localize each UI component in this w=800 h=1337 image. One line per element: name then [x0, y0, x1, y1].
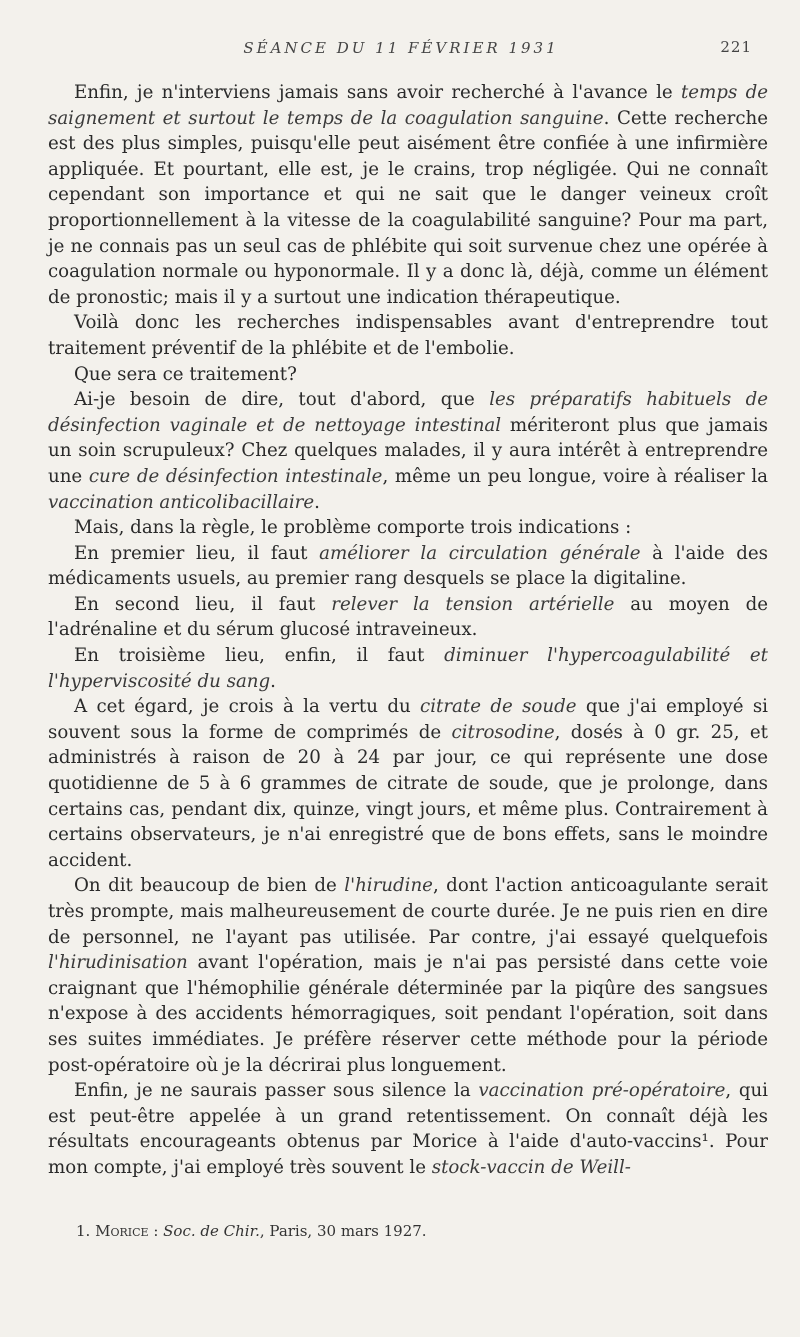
paragraph-p7 [48, 592, 768, 643]
text-run: Mais, dans la règle, le problème comporte trois indications : [74, 517, 632, 539]
text-run: En premier lieu, il faut [74, 542, 320, 564]
italic-phrase: temps de saignement et surtout le temps de la coagulation sanguine [48, 82, 769, 129]
text-run: Que sera ce traitement? [74, 363, 297, 385]
paragraph-p8 [48, 643, 768, 694]
text-run: , qui est peut-être appelée à un grand retentissement. On connaît déjà les résultats encourageants obtenus par Morice à l'aide d'auto-vaccins¹. Pour mon compte, j'ai employé très souvent le [48, 1080, 768, 1178]
footnote-sep: : [148, 1222, 164, 1240]
italic-phrase: les préparatifs habituels de désinfection vaginale et de nettoyage intestinal [48, 389, 768, 436]
footnote [76, 1222, 427, 1240]
text-run: . [270, 670, 276, 692]
text-run: En troisième lieu, enfin, il faut [74, 645, 445, 667]
text-run: que j'ai employé si souvent sous la forme de comprimés de [48, 696, 768, 743]
footnote-number: 1. [76, 1222, 91, 1240]
text-run: Ai-je besoin de dire, tout d'abord, que [74, 389, 490, 411]
body-text [48, 80, 768, 1181]
text-run: mériteront plus que jamais un soin scrupuleux? Chez quelques malades, il y aura intérêt à entreprendre une [48, 414, 768, 487]
paragraph-p11 [48, 1078, 768, 1180]
paragraph-p9 [48, 694, 768, 873]
header-title: SÉANCE DU 11 FÉVRIER 1931 [243, 39, 559, 57]
text-run: On dit beaucoup de bien de [74, 875, 345, 897]
paragraph-p1 [48, 80, 768, 310]
paragraph-p6 [48, 541, 768, 592]
italic-phrase: citrosodine [451, 721, 555, 743]
italic-phrase: l'hirudinisation [48, 952, 188, 974]
italic-phrase: vaccination pré-opératoire [478, 1080, 726, 1102]
paragraph-p5 [48, 515, 768, 541]
italic-phrase: relever la tension artérielle [331, 593, 615, 615]
footnote-rest: , Paris, 30 mars 1927. [259, 1222, 427, 1240]
italic-phrase: diminuer l'hypercoagulabilité et l'hyperviscosité du sang [48, 645, 768, 692]
italic-phrase: améliorer la circulation générale [319, 542, 641, 564]
italic-phrase: citrate de soude [420, 696, 577, 718]
page-number: 221 [720, 38, 752, 56]
text-run: En second lieu, il faut [74, 593, 332, 615]
text-run: Enfin, je n'interviens jamais sans avoir recherché à l'avance le [74, 82, 681, 103]
italic-phrase: stock-vaccin de Weill- [431, 1156, 631, 1178]
footnote-journal: Soc. de Chir. [163, 1222, 260, 1240]
italic-phrase: vaccination anticolibacillaire [48, 491, 315, 513]
paragraph-p4 [48, 387, 768, 515]
paragraph-p10 [48, 873, 768, 1078]
text-run: , dont l'action anticoagulante serait très prompte, mais malheureusement de courte durée. Je ne puis rien en dire de personnel, ne l'ayant pas utilisée. Par contre, j'ai essayé quelquefois [48, 875, 768, 948]
text-run: à l'aide des médicaments usuels, au premier rang desquels se place la digitaline. [48, 542, 769, 590]
italic-phrase: cure de désinfection intestinale [88, 465, 383, 487]
text-run: au moyen de l'adrénaline et du sérum glucosé intraveineux. [48, 593, 768, 641]
text-run: , dosés à 0 gr. 25, et administrés à raison de 20 à 24 par jour, ce qui représente une dose quotidienne de 5 à 6 grammes de citrate de soude, que je prolonge, dans certains cas, pendant dix, quinze, vingt jours, et même plus. Contrairement à certains observateurs, je n'ai enregistré que de bons effets, sans le moindre accident. [48, 721, 768, 871]
text-run: Enfin, je ne saurais passer sous silence la [74, 1080, 479, 1102]
text-run: . [314, 491, 320, 513]
footnote-author: Morice [95, 1222, 149, 1240]
text-run: , même un peu longue, voire à réaliser la [382, 465, 768, 487]
text-run: Voilà donc les recherches indispensables avant d'entreprendre tout traitement préventif de la phlébite et de l'embolie. [48, 312, 768, 359]
text-run: . Cette recherche est des plus simples, puisqu'elle peut aisément être confiée à une infirmière appliquée. Et pourtant, elle est, je le crains, trop négligée. Qui ne connaît cependant son importance et qui ne sait que le danger veineux croît proportionnellement à la vitesse de la coagulabilité sanguine? Pour ma part, je ne connais pas un seul cas de phlébite qui soit survenue chez une opérée à coagulation normale ou hyponormale. Il y a donc là, déjà, comme un élément de pronostic; mais il y a surtout une indication thérapeutique. [48, 107, 768, 308]
running-header [50, 36, 752, 60]
italic-phrase: l'hirudine [344, 875, 433, 897]
text-run: A cet égard, je crois à la vertu du [74, 696, 421, 718]
text-run: avant l'opération, mais je n'ai pas persisté dans cette voie craignant que l'hémophilie générale déterminée par la piqûre des sangsues n'expose à des accidents hémorragiques, soit pendant l'opération, soit dans ses suites immédiates. Je préfère réserver cette méthode pour la période post-opératoire où je la décrirai plus longuement. [48, 952, 768, 1076]
paragraph-p2 [48, 310, 768, 361]
paragraph-p3 [48, 362, 768, 388]
